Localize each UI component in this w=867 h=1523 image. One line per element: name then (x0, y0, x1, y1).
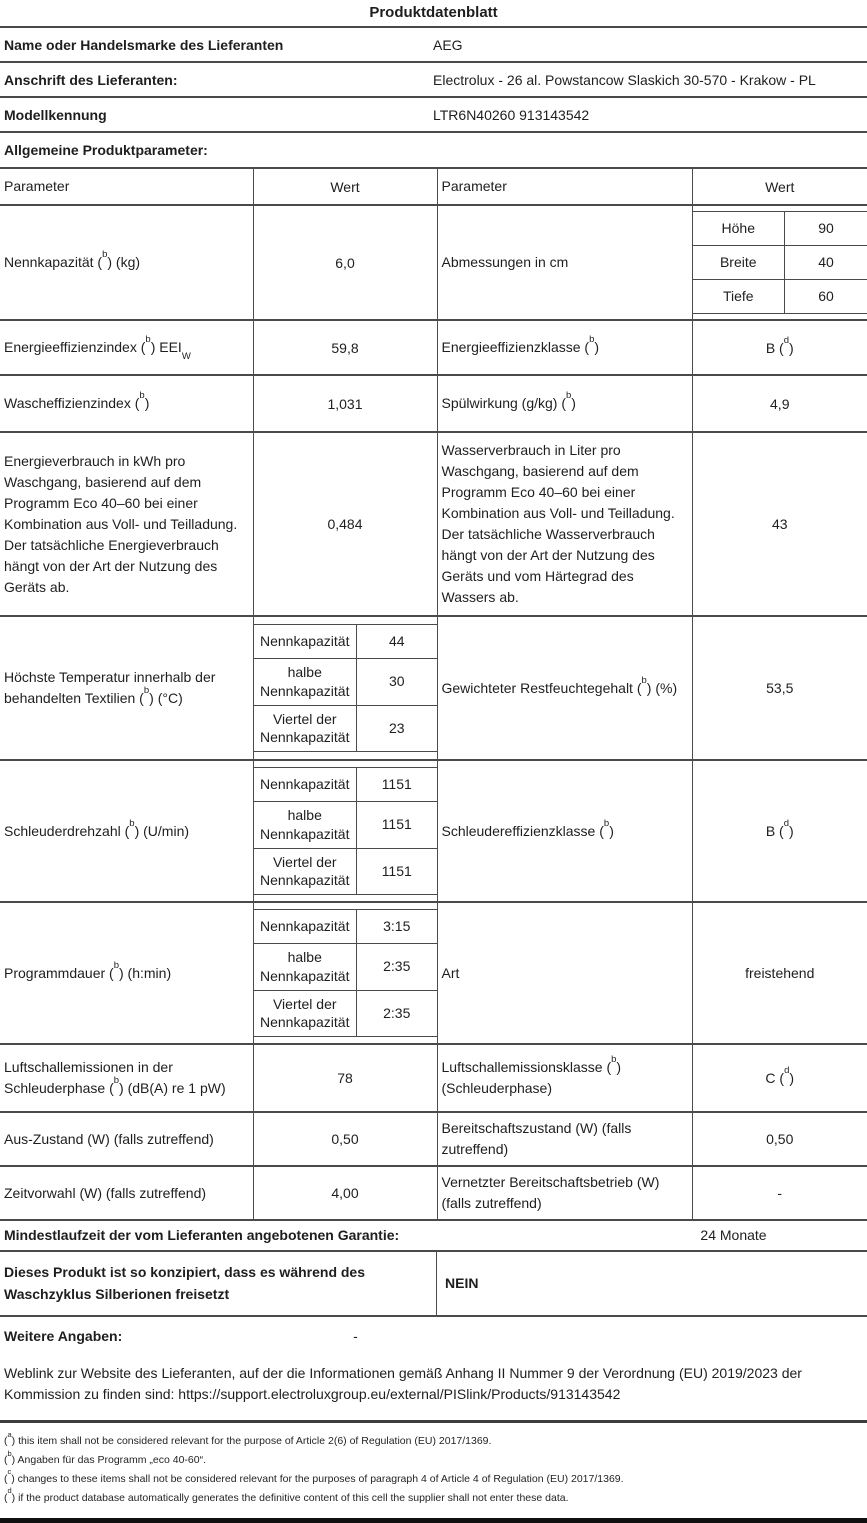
row-duration (0, 902, 867, 1044)
sub-row (254, 705, 437, 752)
dimensions-subtable (693, 211, 867, 314)
sub-key: Breite (693, 246, 785, 280)
value-cell: B ($^d$) (692, 760, 867, 902)
value-cell: 1,031 (253, 375, 437, 432)
model-id-value: LTR6N40260 913143542 (433, 107, 867, 123)
sub-row (693, 280, 867, 314)
supplier-name-row (0, 26, 867, 61)
sub-row (254, 658, 437, 705)
model-id-row (0, 96, 867, 131)
param-cell: Nennkapazität ($^b$) (kg) (0, 205, 253, 320)
param-cell: Programmdauer ($^b$) (h:min) (0, 902, 253, 1044)
param-cell: Energieeffizienzindex ($^b$) $EEI_W$ (0, 320, 253, 375)
product-parameters-table (0, 167, 867, 1221)
sub-value: 1151 (357, 801, 437, 848)
value-cell: 59,8 (253, 320, 437, 375)
sub-row (693, 246, 867, 280)
guarantee-row (0, 1221, 867, 1252)
sub-value: 60 (785, 280, 867, 314)
footnote-a: ($^a$) this item shall not be considered relevant for the purpose of Article 2(6) of Regulation (EU) 2017/1369. (4, 1432, 861, 1451)
sub-row (254, 801, 437, 848)
sub-key: Nennkapazität (254, 767, 357, 801)
model-id-label: Modellkennung (0, 107, 433, 123)
param-cell: Abmessungen in cm (437, 205, 692, 320)
sub-value: 1151 (357, 767, 437, 801)
param-cell: Luftschallemissionen in der Schleuderphase ($^b$) (dB(A) re 1 pW) (0, 1044, 253, 1112)
param-cell: Wasserverbrauch in Liter pro Waschgang, basierend auf dem Programm Eco 40–60 bei einer Kombination aus Voll- und Teilladung. Der tatsächliche Wasserverbrauch hängt von der Art der Nutzung des Geräts und vom Härtegrad des Wassers ab. (437, 432, 692, 616)
sub-value: 2:35 (357, 943, 437, 990)
section-heading: Allgemeine Produktparameter: (0, 131, 867, 167)
load-subtable-cell (253, 902, 437, 1044)
sub-value: 3:15 (357, 909, 437, 943)
page-title: Produktdatenblatt (0, 0, 867, 26)
row-capacity-dimensions (0, 205, 867, 320)
sub-row (254, 767, 437, 801)
row-noise (0, 1044, 867, 1112)
silver-ions-value: NEIN (437, 1252, 867, 1315)
guarantee-label: Mindestlaufzeit der vom Lieferanten angebotenen Garantie: (0, 1221, 600, 1250)
guarantee-value: 24 Monate (600, 1221, 867, 1250)
sub-value: 30 (357, 658, 437, 705)
sub-value: 2:35 (357, 990, 437, 1037)
value-cell: - (692, 1166, 867, 1220)
param-cell: Schleudereffizienzklasse ($^b$) (437, 760, 692, 902)
supplier-name-label: Name oder Handelsmarke des Lieferanten (0, 37, 433, 53)
param-cell: Spülwirkung (g/kg) ($^b$) (437, 375, 692, 432)
value-cell: 0,50 (692, 1112, 867, 1166)
sub-row (254, 990, 437, 1037)
value-cell: 53,5 (692, 616, 867, 760)
footnote-b: ($^b$) Angaben für das Programm „eco 40-60“. (4, 1451, 861, 1470)
value-cell: 0,50 (253, 1112, 437, 1166)
additional-info-value: - (253, 1328, 458, 1344)
sub-row (254, 909, 437, 943)
param-cell: Luftschallemissionsklasse ($^b$) (Schleuderphase) (437, 1044, 692, 1112)
row-spin-speed (0, 760, 867, 902)
row-off-mode (0, 1112, 867, 1166)
sub-key: Viertel der Nennkapazität (254, 990, 357, 1037)
bottom-rule (0, 1518, 867, 1523)
sub-key: Nennkapazität (254, 909, 357, 943)
row-consumption (0, 432, 867, 616)
dimensions-subtable-cell (692, 205, 867, 320)
sub-key: Viertel der Nennkapazität (254, 848, 357, 895)
sub-value: 44 (357, 624, 437, 658)
value-cell: 6,0 (253, 205, 437, 320)
sub-value: 23 (357, 705, 437, 752)
param-cell: Wascheffizienzindex ($^b$) (0, 375, 253, 432)
header-wert-right: Wert (692, 168, 867, 205)
supplier-name-value: AEG (433, 37, 867, 53)
row-temperature (0, 616, 867, 760)
value-cell: 78 (253, 1044, 437, 1112)
param-cell: Art (437, 902, 692, 1044)
value-cell: 0,484 (253, 432, 437, 616)
footnote-c: ($^c$) changes to these items shall not be considered relevant for the purposes of paragraph 4 of Article 4 of Regulation (EU) 2017/1369. (4, 1470, 861, 1489)
param-cell: Energieeffizienzklasse ($^b$) (437, 320, 692, 375)
sub-key: Höhe (693, 212, 785, 246)
supplier-address-value: Electrolux - 26 al. Powstancow Slaskich 30-570 - Krakow - PL (433, 72, 867, 88)
supplier-address-label: Anschrift des Lieferanten: (0, 72, 433, 88)
value-cell: freistehend (692, 902, 867, 1044)
param-cell: Schleuderdrehzahl ($^b$) (U/min) (0, 760, 253, 902)
spin-speed-load-subtable (254, 767, 437, 896)
footnote-d: ($^d$) if the product database automatically generates the definitive content of this cell the supplier shall not enter these data. (4, 1489, 861, 1508)
load-subtable-cell (253, 616, 437, 760)
param-cell: Vernetzter Bereitschaftsbetrieb (W) (falls zutreffend) (437, 1166, 692, 1220)
footnotes-section (0, 1423, 867, 1516)
table-header-row (0, 168, 867, 205)
value-cell: 4,9 (692, 375, 867, 432)
param-cell: Höchste Temperatur innerhalb der behandelten Textilien ($^b$) (°C) (0, 616, 253, 760)
temperature-load-subtable (254, 624, 437, 753)
sub-value: 1151 (357, 848, 437, 895)
duration-load-subtable (254, 909, 437, 1038)
supplier-address-row (0, 61, 867, 96)
value-cell: 43 (692, 432, 867, 616)
param-cell: Zeitvorwahl (W) (falls zutreffend) (0, 1166, 253, 1220)
sub-row (254, 624, 437, 658)
sub-key: Nennkapazität (254, 624, 357, 658)
row-energy-efficiency (0, 320, 867, 375)
value-cell: 4,00 (253, 1166, 437, 1220)
value-cell: C ($^d$) (692, 1044, 867, 1112)
sub-key: Tiefe (693, 280, 785, 314)
row-delay-start (0, 1166, 867, 1220)
sub-row (693, 212, 867, 246)
param-cell: Energieverbrauch in kWh pro Waschgang, basierend auf dem Programm Eco 40–60 bei einer Kombination aus Voll- und Teilladung. Der tatsächliche Energieverbrauch hängt von der Art der Nutzung des Geräts ab. (0, 432, 253, 616)
param-cell: Bereitschaftszustand (W) (falls zutreffend) (437, 1112, 692, 1166)
sub-value: 40 (785, 246, 867, 280)
value-cell: B ($^d$) (692, 320, 867, 375)
sub-key: Viertel der Nennkapazität (254, 705, 357, 752)
header-wert-left: Wert (253, 168, 437, 205)
additional-info-row (0, 1317, 867, 1355)
param-cell: Aus-Zustand (W) (falls zutreffend) (0, 1112, 253, 1166)
header-parameter-right: Parameter (437, 168, 692, 205)
sub-row (254, 848, 437, 895)
sub-key: halbe Nennkapazität (254, 658, 357, 705)
silver-ions-row (0, 1252, 867, 1317)
sub-value: 90 (785, 212, 867, 246)
param-cell: Gewichteter Restfeuchtegehalt ($^b$) (%) (437, 616, 692, 760)
sub-row (254, 943, 437, 990)
supplier-weblink-text: Weblink zur Website des Lieferanten, auf der die Informationen gemäß Anhang II Nummer 9 der Verordnung (EU) 2019/2023 der Kommission zu finden sind: https://support.electroluxgroup.eu/external/PISlink/Products/913143542 (0, 1355, 867, 1420)
load-subtable-cell (253, 760, 437, 902)
additional-info-label: Weitere Angaben: (0, 1328, 253, 1344)
silver-ions-label: Dieses Produkt ist so konzipiert, dass es während des Waschzyklus Silberionen freisetzt (0, 1252, 437, 1315)
row-wash-efficiency (0, 375, 867, 432)
header-parameter-left: Parameter (0, 168, 253, 205)
sub-key: halbe Nennkapazität (254, 943, 357, 990)
sub-key: halbe Nennkapazität (254, 801, 357, 848)
